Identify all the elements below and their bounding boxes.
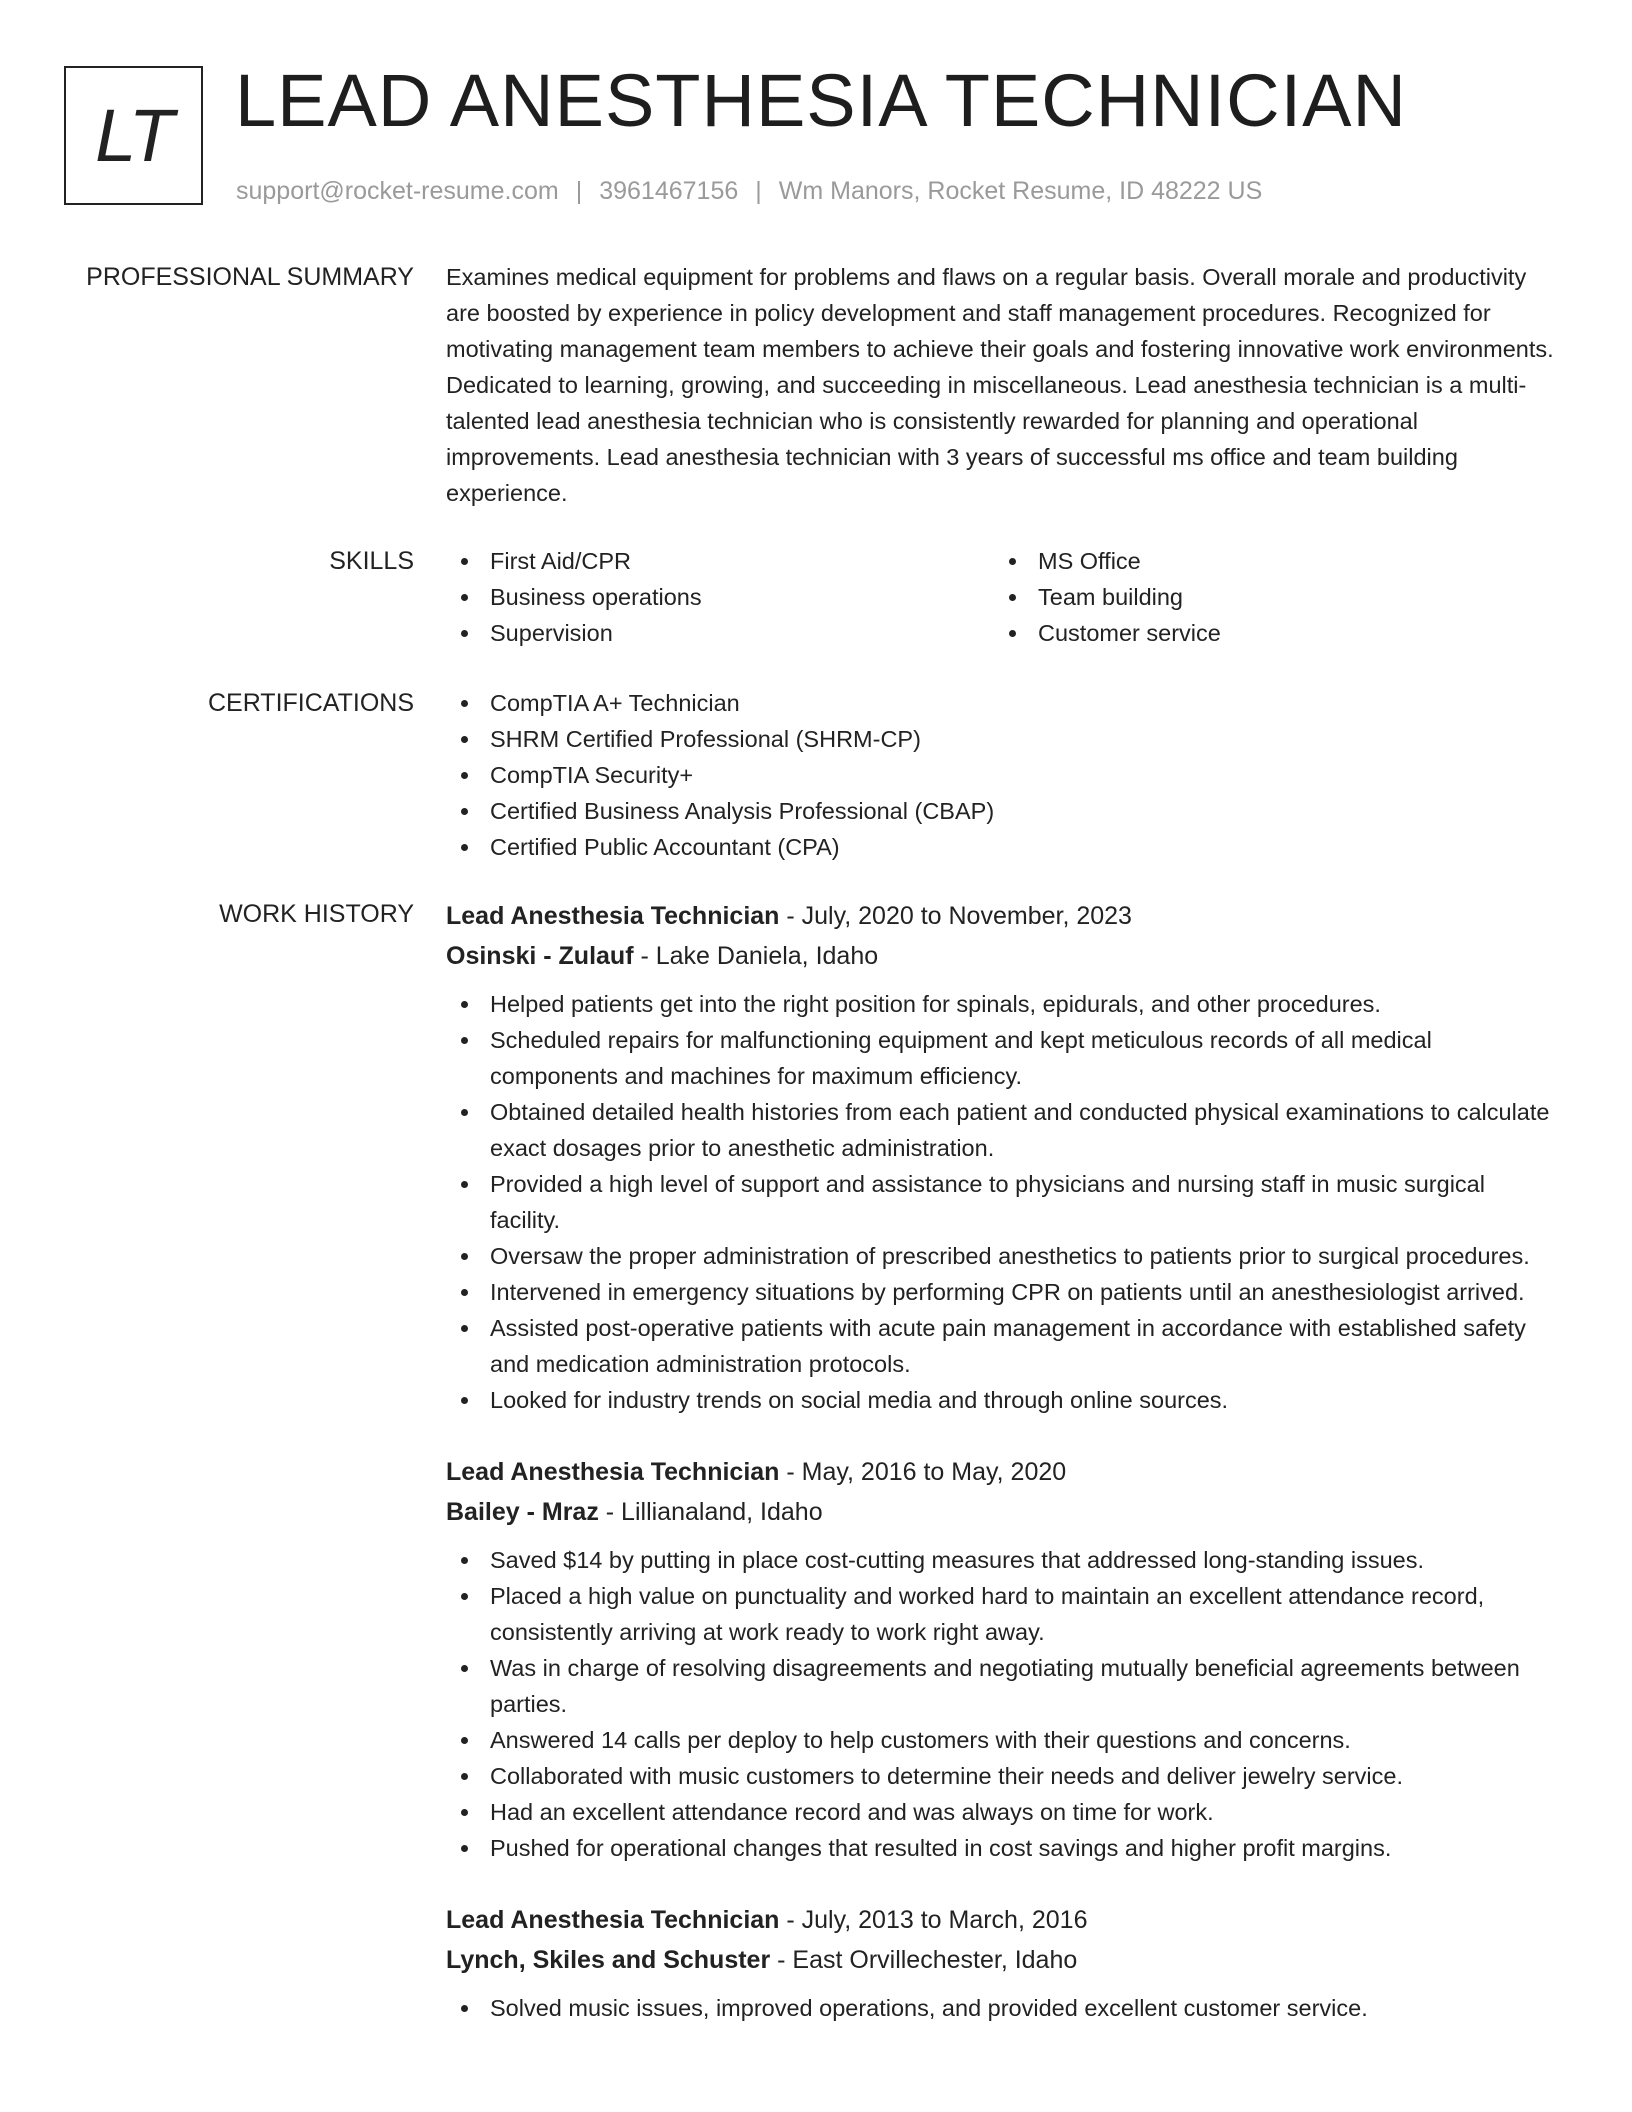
job-title: Lead Anesthesia Technician (446, 1458, 780, 1486)
list-item: Looked for industry trends on social media and through online sources. (446, 1382, 1556, 1418)
list-item: First Aid/CPR (446, 543, 994, 579)
list-item: Had an excellent attendance record and was always on time for work. (446, 1794, 1556, 1830)
skills-column-left (446, 543, 994, 651)
job-entry (446, 896, 1556, 1418)
list-item: Oversaw the proper administration of prescribed anesthetics to patients prior to surgical procedures. (446, 1238, 1556, 1274)
job-title-line (446, 1900, 1556, 1940)
contact-line (236, 174, 1262, 208)
list-item: Certified Business Analysis Professional (CBAP) (446, 793, 1556, 829)
job-duties (446, 1990, 1556, 2026)
list-item: Customer service (994, 615, 1542, 651)
list-item: Certified Public Accountant (CPA) (446, 829, 1556, 865)
list-item: Provided a high level of support and assistance to physicians and nursing staff in music surgical facility. (446, 1166, 1556, 1238)
list-item: Assisted post-operative patients with acute pain management in accordance with established safety and medication administration protocols. (446, 1310, 1556, 1382)
job-title: Lead Anesthesia Technician (446, 1906, 780, 1934)
job-company-line (446, 1940, 1556, 1980)
job-title-line (446, 896, 1556, 936)
job-location: - Lillianaland, Idaho (598, 1498, 823, 1526)
job-title-line (446, 1452, 1556, 1492)
skills-body (446, 543, 1556, 651)
list-item: CompTIA A+ Technician (446, 685, 1556, 721)
job-duties (446, 1542, 1556, 1866)
job-company: Bailey - Mraz (446, 1498, 599, 1526)
list-item: Solved music issues, improved operations, and provided excellent customer service. (446, 1990, 1556, 2026)
section-label-skills: SKILLS (329, 547, 414, 575)
monogram-badge: LT (64, 66, 203, 205)
certifications-body (446, 685, 1556, 865)
job-entry (446, 1900, 1556, 2026)
job-company: Osinski - Zulauf (446, 942, 634, 970)
job-location: - East Orvillechester, Idaho (770, 1946, 1078, 1974)
list-item: Scheduled repairs for malfunctioning equipment and kept meticulous records of all medical components and machines for maximum efficiency. (446, 1022, 1556, 1094)
contact-email[interactable]: support@rocket-resume.com (236, 177, 559, 205)
job-location: - Lake Daniela, Idaho (633, 942, 879, 970)
job-duties (446, 986, 1556, 1418)
job-dates: - July, 2013 to March, 2016 (779, 1906, 1088, 1934)
work-history-body (446, 896, 1556, 2060)
skills-column-right (994, 543, 1542, 651)
skills-grid (446, 543, 1556, 651)
contact-separator: | (755, 177, 762, 205)
list-item: Collaborated with music customers to determine their needs and deliver jewelry service. (446, 1758, 1556, 1794)
contact-separator: | (575, 177, 583, 205)
list-item: Saved $14 by putting in place cost-cutting measures that addressed long-standing issues. (446, 1542, 1556, 1578)
job-dates: - May, 2016 to May, 2020 (779, 1458, 1067, 1486)
list-item: Intervened in emergency situations by performing CPR on patients until an anesthesiologist arrived. (446, 1274, 1556, 1310)
job-company-line (446, 1492, 1556, 1532)
section-label-summary: PROFESSIONAL SUMMARY (86, 263, 414, 291)
section-label-certifications: CERTIFICATIONS (207, 689, 414, 717)
list-item: Obtained detailed health histories from each patient and conducted physical examinations to calculate exact dosages prior to anesthetic administration. (446, 1094, 1556, 1166)
list-item: Business operations (446, 579, 994, 615)
contact-phone[interactable]: 3961467156 (599, 177, 739, 205)
list-item: Supervision (446, 615, 994, 651)
section-label-work-history: WORK HISTORY (219, 900, 414, 928)
page-title: LEAD ANESTHESIA TECHNICIAN (235, 59, 1407, 142)
list-item: Pushed for operational changes that resulted in cost savings and higher profit margins. (446, 1830, 1556, 1866)
summary-text: Examines medical equipment for problems and flaws on a regular basis. Overall morale and productivity are boosted by experience in policy development and staff management procedures. Recognized for motivating management team members to achieve their goals and fostering innovative work environments. Dedicated to learning, growing, and succeeding in miscellaneous. Lead anesthesia technician is a multi-talented lead anesthesia technician who is consistently rewarded for planning and operational improvements. Lead anesthesia technician with 3 years of successful ms office and team building experience. (446, 264, 1554, 506)
job-company-line (446, 936, 1556, 976)
list-item: Answered 14 calls per deploy to help customers with their questions and concerns. (446, 1722, 1556, 1758)
list-item: CompTIA Security+ (446, 757, 1556, 793)
list-item: SHRM Certified Professional (SHRM-CP) (446, 721, 1556, 757)
job-title: Lead Anesthesia Technician (446, 902, 780, 930)
job-entry (446, 1452, 1556, 1866)
job-company: Lynch, Skiles and Schuster (446, 1946, 771, 1974)
list-item: Placed a high value on punctuality and worked hard to maintain an excellent attendance record, consistently arriving at work ready to work right away. (446, 1578, 1556, 1650)
list-item: Was in charge of resolving disagreements and negotiating mutually beneficial agreements between parties. (446, 1650, 1556, 1722)
summary-body (446, 259, 1556, 511)
job-dates: - July, 2020 to November, 2023 (779, 902, 1132, 930)
contact-address: Wm Manors, Rocket Resume, ID 48222 US (778, 177, 1263, 205)
list-item: MS Office (994, 543, 1542, 579)
certifications-list (446, 685, 1556, 865)
list-item: Team building (994, 579, 1542, 615)
list-item: Helped patients get into the right position for spinals, epidurals, and other procedures. (446, 986, 1556, 1022)
